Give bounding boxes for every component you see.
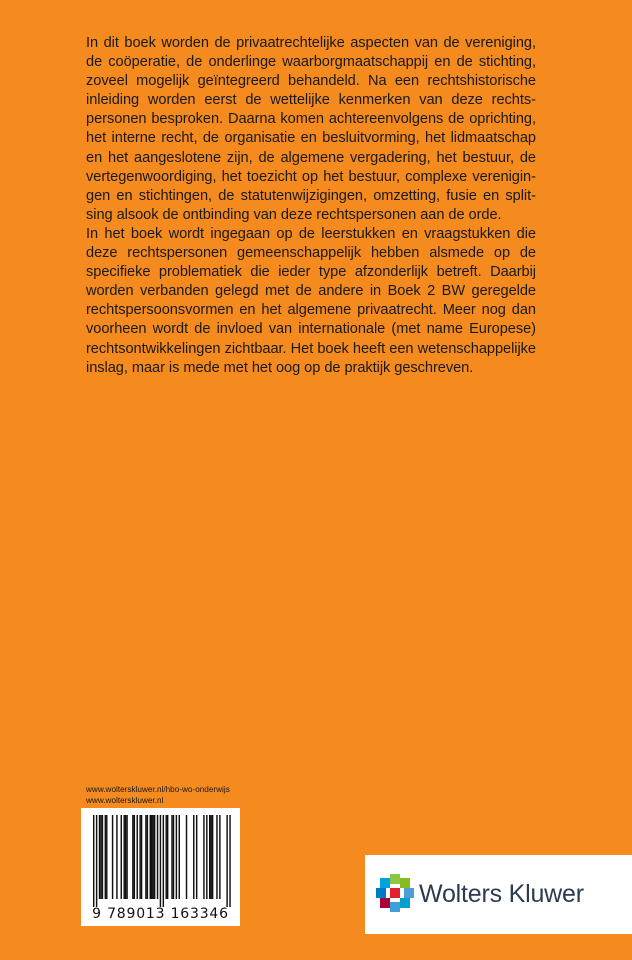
barcode-bar xyxy=(137,815,138,899)
barcode-bar xyxy=(171,815,172,899)
barcode-bar xyxy=(93,815,94,907)
barcode-bar xyxy=(126,815,127,899)
barcode-bar xyxy=(134,815,135,899)
barcode-bar xyxy=(121,815,122,899)
barcode-bar xyxy=(212,815,213,899)
isbn-digits: 9 789013 163346 xyxy=(92,906,229,922)
barcode-bar xyxy=(141,815,142,899)
barcode-bar xyxy=(176,815,177,899)
barcode-bars xyxy=(87,815,234,909)
barcode-bar xyxy=(186,815,187,899)
barcode-bar xyxy=(132,815,133,899)
barcode-bar xyxy=(152,815,153,899)
logo-wordmark: Wolters Kluwer xyxy=(419,880,584,908)
url-home[interactable]: www.wolterskluwer.nl xyxy=(86,795,164,805)
barcode-bar xyxy=(154,815,155,899)
wolters-kluwer-logo-icon xyxy=(376,874,414,912)
barcode-bar xyxy=(229,815,230,907)
barcode-bar xyxy=(166,815,167,899)
isbn-barcode xyxy=(81,808,240,926)
url-hbo-wo[interactable]: www.wolterskluwer.nl/hbo-wo-onderwijs xyxy=(86,785,230,794)
barcode-bar xyxy=(210,815,211,899)
barcode-bar xyxy=(147,815,148,899)
back-cover-blurb xyxy=(86,34,536,378)
barcode-bar xyxy=(209,815,210,899)
barcode-bar xyxy=(206,815,207,899)
barcode-bar xyxy=(116,815,117,899)
barcode-bar xyxy=(99,815,100,899)
barcode-bar xyxy=(163,815,164,907)
barcode-bar xyxy=(196,815,197,899)
barcode-bar xyxy=(125,815,126,899)
barcode-bar xyxy=(102,815,103,899)
blurb-paragraph-1: In dit boek worden de privaatrechtelijke aspecten van de vereniging, de coöperatie, de onderlinge waarborgmaatschappij en de stichting, zoveel mogelijk geïntegreerd behandeld. Na een rechtshistorische inleiding worden eerst de wettelijke kenmerken van deze rechtspersonen besproken. Daarna komen achtereenvolgens de oprichting, het interne recht, de organisatie en besluitvorming, het lidmaatschap en het aangeslotene zijn, de algemene vergadering, het bestuur, de vertegenwoordiging, het toezicht op het bestuur, complexe verenigingen en stichtingen, de statutenwijzigingen, omzetting, fusie en splitsing alsook de ontbinding van deze rechtspersonen aan de orde. xyxy=(86,35,536,223)
barcode-bar xyxy=(100,815,101,899)
blurb-paragraph-2: In het boek wordt ingegaan op de leerstukken en vraagstukken die deze rechtspersonen gemeenschappelijk hebben alsmede op de specifieke problematiek die ieder type afzonderlijk betreft. Daarbij worden verbanden gelegd met de andere in Boek 2 BW geregelde rechtspersoonsvormen en het algemene privaatrecht. Meer nog dan voorheen wordt de invloed van internationale (met name Europese) rechtsontwikkelingen zichtbaar. Het boek heeft een wetenschappelijke inslag, maar is mede met het oog op de praktijk geschreven. xyxy=(86,225,536,376)
barcode-bar xyxy=(150,815,151,899)
barcode-bar xyxy=(157,815,158,899)
barcode-bar xyxy=(173,815,174,899)
barcode-bar xyxy=(151,815,152,899)
barcode-bar xyxy=(145,815,146,899)
barcode-bar xyxy=(112,815,113,899)
barcode-bar xyxy=(203,815,204,899)
barcode-bar xyxy=(216,815,217,899)
barcode-bar xyxy=(96,815,97,907)
publisher-logo xyxy=(365,855,632,934)
barcode-bar xyxy=(179,815,180,899)
publisher-urls xyxy=(86,785,230,806)
barcode-bar xyxy=(160,815,161,907)
barcode-bar xyxy=(219,815,220,899)
barcode-bar xyxy=(193,815,194,899)
barcode-bar xyxy=(167,815,168,899)
barcode-bar xyxy=(105,815,106,899)
barcode-bar xyxy=(123,815,124,899)
barcode-bar xyxy=(139,815,140,899)
barcode-bar xyxy=(226,815,227,907)
barcode-bar xyxy=(106,815,107,899)
